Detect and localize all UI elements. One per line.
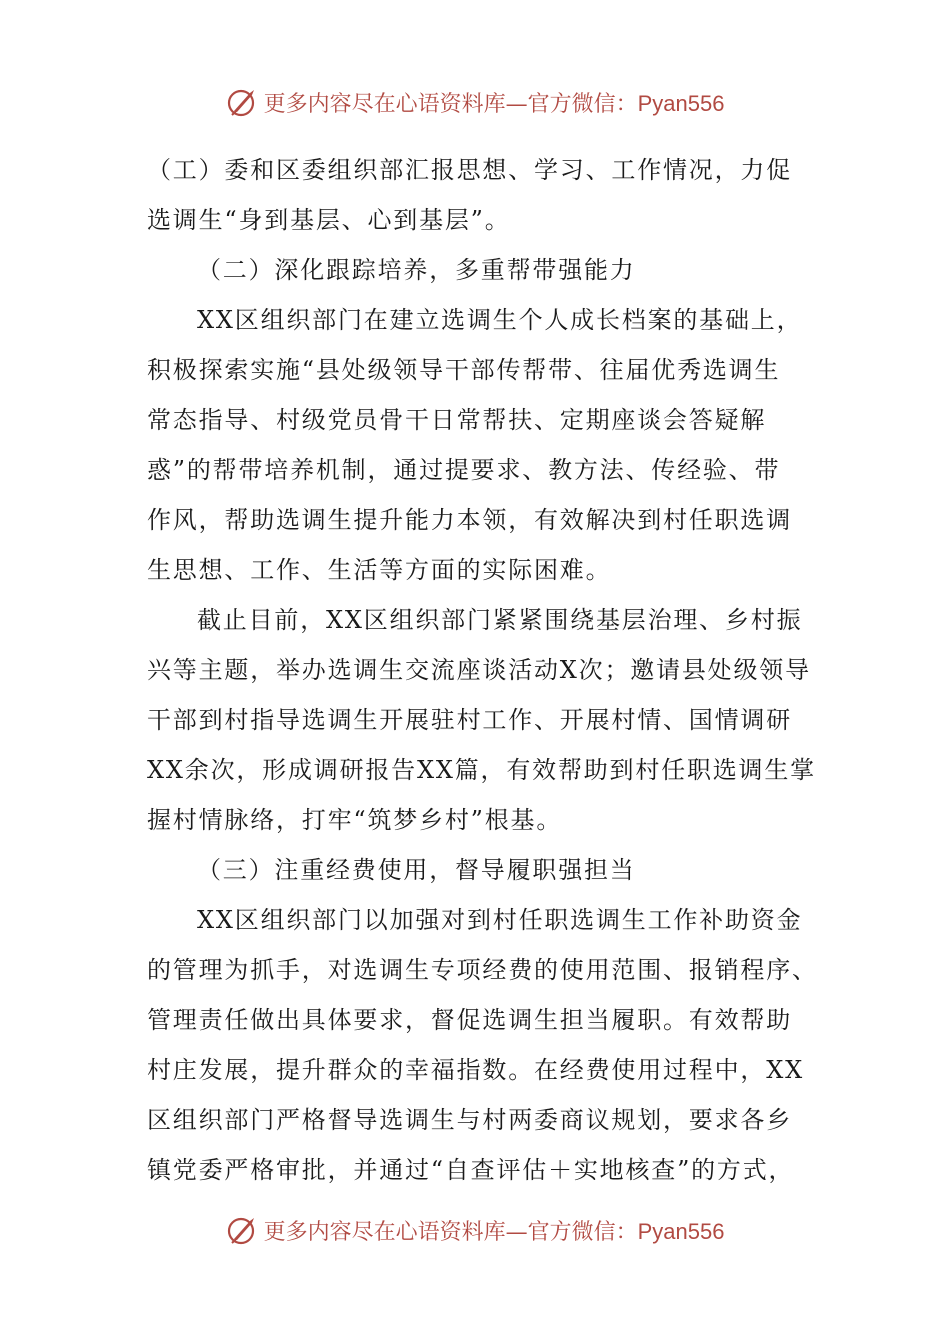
paragraph-line: XX余次，形成调研报告XX篇，有效帮助到村任职选调生掌: [147, 756, 816, 784]
paragraph-line: 积极探索实施“县处级领导干部传帮带、往届优秀选调生: [147, 356, 781, 384]
quill-logo-icon: [226, 1213, 260, 1247]
paragraph-line: 截止目前，XX区组织部门紧紧围绕基层治理、乡村振: [197, 606, 803, 634]
paragraph-line: 兴等主题，举办选调生交流座谈活动X次；邀请县处级领导: [147, 656, 811, 684]
paragraph-line: XX区组织部门在建立选调生个人成长档案的基础上，: [197, 306, 803, 334]
paragraph-line: 作风，帮助选调生提升能力本领，有效解决到村任职选调: [147, 506, 792, 534]
paragraph-line: XX区组织部门以加强对到村任职选调生工作补助资金: [197, 906, 803, 934]
paragraph-line: 村庄发展，提升群众的幸福指数。在经费使用过程中，XX: [147, 1056, 804, 1084]
section-heading-2: （二）深化跟踪培养，多重帮带强能力: [197, 256, 636, 284]
paragraph-line: 的管理为抓手，对选调生专项经费的使用范围、报销程序、: [147, 956, 818, 984]
document-body: [147, 145, 817, 1195]
quill-logo-icon: [226, 85, 260, 119]
paragraph-line: 选调生“身到基层、心到基层”。: [147, 206, 511, 234]
watermark-footer: [0, 1208, 950, 1252]
watermark-text: 更多内容尽在心语资料库—官方微信：Pyan556: [263, 90, 725, 117]
section-heading-3: （三）注重经费使用，督导履职强担当: [197, 856, 636, 884]
paragraph-line: 常态指导、村级党员骨干日常帮扶、定期座谈会答疑解: [147, 406, 767, 434]
paragraph-line: 生思想、工作、生活等方面的实际困难。: [147, 556, 612, 584]
watermark-header: [0, 80, 950, 124]
paragraph-line: 干部到村指导选调生开展驻村工作、开展村情、国情调研: [147, 706, 792, 734]
paragraph-line: （工）委和区委组织部汇报思想、学习、工作情况，力促: [147, 156, 792, 184]
paragraph-line: 惑”的帮带培养机制，通过提要求、教方法、传经验、带: [147, 456, 781, 484]
paragraph-line: 管理责任做出具体要求，督促选调生担当履职。有效帮助: [147, 1006, 792, 1034]
paragraph-line: 镇党委严格审批，并通过“自查评估＋实地核查”的方式，: [147, 1156, 795, 1184]
watermark-text: 更多内容尽在心语资料库—官方微信：Pyan556: [263, 1218, 725, 1245]
paragraph-line: 区组织部门严格督导选调生与村两委商议规划，要求各乡: [147, 1106, 792, 1134]
paragraph-line: 握村情脉络，打牢“筑梦乡村”根基。: [147, 806, 563, 834]
